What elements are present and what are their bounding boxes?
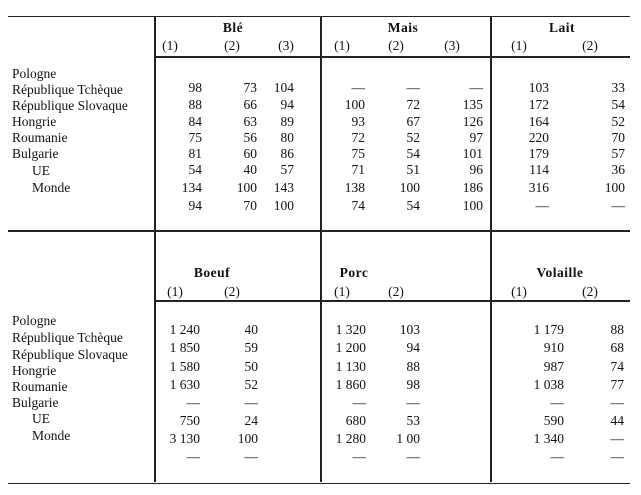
table-cell: 74 <box>351 198 365 213</box>
table-cell: 1 179 <box>533 322 564 337</box>
section-rule <box>8 230 630 232</box>
table-cell: 70 <box>611 130 625 145</box>
table-cell: — <box>186 449 200 464</box>
table-cell: 72 <box>406 97 420 112</box>
table-cell: 100 <box>236 180 257 195</box>
table-cell: 1 580 <box>169 359 200 374</box>
table-cell: 50 <box>244 359 258 374</box>
table-cell: — <box>406 449 420 464</box>
table-cell: 73 <box>243 80 257 95</box>
table-cell: 100 <box>344 97 365 112</box>
table-cell: 680 <box>345 413 366 428</box>
table-cell: 1 038 <box>533 377 564 392</box>
table-cell: 138 <box>344 180 365 195</box>
table-cell: 57 <box>611 146 625 161</box>
header-rule <box>154 56 630 58</box>
table-cell: 54 <box>188 162 202 177</box>
table-cell: 94 <box>188 198 202 213</box>
column-subheader: (1) <box>334 284 350 299</box>
row-label: Bulgarie <box>12 395 59 410</box>
column-subheader: (1) <box>511 284 527 299</box>
table-cell: 33 <box>611 80 625 95</box>
table-cell: — <box>352 395 366 410</box>
column-subheader: (3) <box>444 38 460 53</box>
column-subheader: (2) <box>224 38 240 53</box>
row-label: Monde <box>32 428 71 443</box>
column-subheader: (2) <box>582 38 598 53</box>
table-cell: 54 <box>611 97 625 112</box>
table-cell: — <box>406 395 420 410</box>
table-cell: — <box>550 449 564 464</box>
table-cell: 68 <box>610 340 624 355</box>
table-cell: 40 <box>243 162 257 177</box>
table-cell: 100 <box>462 198 483 213</box>
table-cell: 75 <box>351 146 365 161</box>
table-cell: — <box>610 449 624 464</box>
column-group-header: Porc <box>339 265 369 280</box>
table-cell: 186 <box>462 180 483 195</box>
row-label: Roumanie <box>12 130 68 145</box>
table-cell: 1 340 <box>533 431 564 446</box>
table-cell: 1 630 <box>169 377 200 392</box>
row-label: Pologne <box>12 66 57 81</box>
column-subheader: (1) <box>162 38 178 53</box>
column-subheader: (3) <box>278 38 294 53</box>
column-subheader: (2) <box>388 38 404 53</box>
table-cell: — <box>469 80 483 95</box>
row-label: Monde <box>32 180 71 195</box>
table-cell: 100 <box>604 180 625 195</box>
table-cell: 52 <box>406 130 420 145</box>
table-cell: 1 280 <box>335 431 366 446</box>
table-cell: 316 <box>528 180 549 195</box>
table-cell: — <box>186 395 200 410</box>
table-cell: 71 <box>351 162 365 177</box>
table-cell: 3 130 <box>169 431 200 446</box>
table-cell: 77 <box>610 377 624 392</box>
row-label: Hongrie <box>12 363 57 378</box>
table-cell: 80 <box>280 130 294 145</box>
table-cell: — <box>550 395 564 410</box>
header-rule <box>154 300 630 302</box>
table-cell: 114 <box>529 162 549 177</box>
table-cell: 88 <box>406 359 420 374</box>
table-cell: 70 <box>243 198 257 213</box>
table-cell: 57 <box>280 162 294 177</box>
table-cell: 84 <box>188 114 202 129</box>
table-cell: 100 <box>273 198 294 213</box>
table-cell: 220 <box>528 130 549 145</box>
table-cell: — <box>611 198 625 213</box>
row-label: UE <box>32 411 50 426</box>
column-group-header: Boeuf <box>193 265 231 280</box>
table-cell: 135 <box>462 97 483 112</box>
table-cell: 98 <box>188 80 202 95</box>
table-cell: — <box>244 449 258 464</box>
table-cell: 51 <box>406 162 420 177</box>
table-cell: 910 <box>543 340 564 355</box>
table-cell: 94 <box>280 97 294 112</box>
row-label: République Slovaque <box>12 98 128 113</box>
row-label: UE <box>32 163 50 178</box>
row-label: République Slovaque <box>12 347 128 362</box>
table-cell: 94 <box>406 340 420 355</box>
table-cell: 52 <box>244 377 258 392</box>
table-cell: 36 <box>611 162 625 177</box>
row-label: Pologne <box>12 313 57 328</box>
table-cell: 1 130 <box>335 359 366 374</box>
table-cell: 59 <box>244 340 258 355</box>
column-group-header: Lait <box>548 20 575 35</box>
table-cell: 72 <box>351 130 365 145</box>
table-cell: 101 <box>462 146 483 161</box>
table-cell: — <box>352 449 366 464</box>
table-cell: 103 <box>399 322 420 337</box>
table-cell: 1 240 <box>169 322 200 337</box>
table-cell: 1 850 <box>169 340 200 355</box>
table-cell: 1 860 <box>335 377 366 392</box>
table-cell: 100 <box>399 180 420 195</box>
table-cell: 98 <box>406 377 420 392</box>
table-cell: 750 <box>179 413 200 428</box>
table-cell: — <box>351 80 365 95</box>
column-group-header: Blé <box>222 20 244 35</box>
table-cell: 134 <box>181 180 202 195</box>
column-subheader: (1) <box>334 38 350 53</box>
table-cell: 590 <box>543 413 564 428</box>
table-cell: — <box>610 395 624 410</box>
table-cell: 179 <box>528 146 549 161</box>
table-cell: 66 <box>243 97 257 112</box>
table-cell: 40 <box>244 322 258 337</box>
table-cell: 81 <box>188 146 202 161</box>
column-subheader: (2) <box>388 284 404 299</box>
table-cell: 1 00 <box>396 431 420 446</box>
table-cell: 100 <box>237 431 258 446</box>
table-cell: 96 <box>469 162 483 177</box>
table-cell: — <box>610 431 624 446</box>
row-label: République Tchèque <box>12 330 123 345</box>
table-cell: 63 <box>243 114 257 129</box>
column-subheader: (1) <box>511 38 527 53</box>
table-cell: 172 <box>528 97 549 112</box>
table-cell: 143 <box>273 180 294 195</box>
column-group-header: Mais <box>387 20 419 35</box>
column-separator <box>490 16 492 482</box>
table-cell: 60 <box>243 146 257 161</box>
table-cell: — <box>535 198 549 213</box>
table-cell: 75 <box>188 130 202 145</box>
table-cell: 53 <box>406 413 420 428</box>
table-cell: 1 200 <box>335 340 366 355</box>
table-cell: 54 <box>406 198 420 213</box>
table-cell: 56 <box>243 130 257 145</box>
table-cell: 164 <box>528 114 549 129</box>
table-cell: 67 <box>406 114 420 129</box>
row-label: Hongrie <box>12 114 57 129</box>
row-label: République Tchèque <box>12 82 123 97</box>
table-cell: — <box>244 395 258 410</box>
table-cell: 987 <box>543 359 564 374</box>
column-subheader: (2) <box>582 284 598 299</box>
table-cell: 24 <box>244 413 258 428</box>
table-cell: 54 <box>406 146 420 161</box>
table-cell: 97 <box>469 130 483 145</box>
column-subheader: (2) <box>224 284 240 299</box>
table-cell: 93 <box>351 114 365 129</box>
table-cell: 104 <box>273 80 294 95</box>
table-cell: 86 <box>280 146 294 161</box>
table-cell: 88 <box>610 322 624 337</box>
table-cell: 74 <box>610 359 624 374</box>
table-cell: 44 <box>610 413 624 428</box>
column-group-header: Volaille <box>536 265 584 280</box>
table-cell: — <box>406 80 420 95</box>
table-cell: 88 <box>188 97 202 112</box>
column-subheader: (1) <box>167 284 183 299</box>
row-label: Bulgarie <box>12 146 59 161</box>
table-cell: 126 <box>462 114 483 129</box>
row-label: Roumanie <box>12 379 68 394</box>
table-cell: 103 <box>528 80 549 95</box>
table-cell: 52 <box>611 114 625 129</box>
table-cell: 89 <box>280 114 294 129</box>
table-cell: 1 320 <box>335 322 366 337</box>
